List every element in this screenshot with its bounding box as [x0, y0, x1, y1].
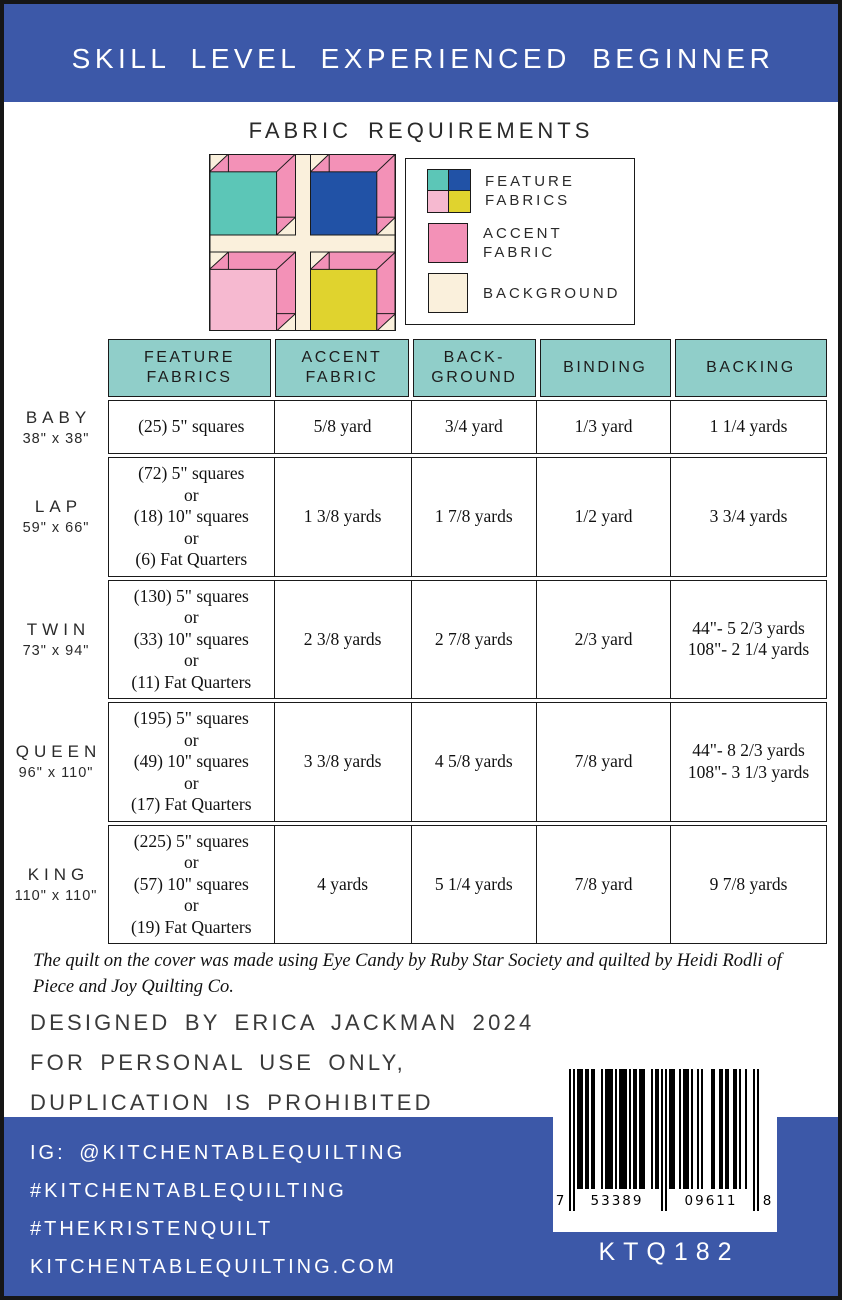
binding-cell: 7/8 yard	[537, 826, 671, 944]
fabric-requirements-table	[4, 339, 827, 947]
size-label	[4, 400, 108, 454]
legend-label: BACKGROUND	[483, 284, 621, 302]
header-spacer	[4, 339, 108, 397]
column-header: BINDING	[540, 339, 671, 397]
skill-level-title: SKILL LEVEL EXPERIENCED BEGINNER	[71, 43, 775, 74]
barcode	[553, 1059, 777, 1232]
accent-fabric-cell: 5/8 yard	[275, 401, 412, 453]
size-dimensions: 110" x 110"	[14, 887, 98, 904]
skill-level-banner	[4, 4, 838, 102]
table-row-box	[108, 825, 827, 945]
accent-fabric-cell: 4 yards	[275, 826, 412, 944]
feature-fabrics-cell: (130) 5" squares or (33) 10" squares or (11) Fat Quarters	[109, 581, 275, 699]
feature-fabrics-cell: (25) 5" squares	[109, 401, 275, 453]
backing-cell: 3 3/4 yards	[709, 506, 788, 526]
background-cell: 2 7/8 yards	[412, 581, 537, 699]
size-name: TWIN	[26, 619, 91, 639]
accent-fabric-cell: 2 3/8 yards	[275, 581, 412, 699]
table-row	[4, 457, 827, 577]
table-row	[4, 580, 827, 700]
size-dimensions: 96" x 110"	[18, 765, 94, 782]
background-cell: 1 7/8 yards	[412, 458, 537, 576]
feature-fabrics-cell: (225) 5" squares or (57) 10" squares or (19) Fat Quarters	[109, 826, 275, 944]
footer-hashtag-brand: #KITCHENTABLEQUILTING	[30, 1180, 347, 1202]
swatch-pink	[427, 190, 450, 213]
size-label	[4, 457, 108, 577]
binding-cell: 7/8 yard	[537, 703, 671, 821]
duplication-line: DUPLICATION IS PROHIBITED	[30, 1090, 434, 1115]
size-dimensions: 38" x 38"	[22, 430, 90, 447]
accent-fabric-cell: 3 3/8 yards	[275, 703, 412, 821]
feature-fabrics-cell: (195) 5" squares or (49) 10" squares or (17) Fat Quarters	[109, 703, 275, 821]
column-header: ACCENT FABRIC	[275, 339, 409, 397]
swatch-teal	[427, 169, 450, 192]
legend-item-feature-fabrics	[428, 170, 634, 212]
binding-cell: 1/3 yard	[537, 401, 671, 453]
size-name: QUEEN	[15, 742, 102, 762]
barcode-digit-right: 8	[762, 1193, 774, 1209]
footer-instagram-handle: IG: @KITCHENTABLEQUILTING	[30, 1142, 406, 1164]
size-name: LAP	[34, 497, 83, 517]
binding-cell: 2/3 yard	[537, 581, 671, 699]
backing-cell: 44"- 8 2/3 yards 108"- 3 1/3 yards	[687, 740, 810, 782]
personal-use-line: FOR PERSONAL USE ONLY,	[30, 1050, 406, 1075]
fabric-requirements-title: FABRIC REQUIREMENTS	[248, 118, 594, 143]
barcode-digit-group-2: 09611	[669, 1189, 753, 1211]
background-swatch	[428, 273, 468, 313]
backing-cell: 44"- 5 2/3 yards 108"- 2 1/4 yards	[687, 617, 810, 660]
table-row-box	[108, 580, 827, 700]
size-label	[4, 825, 108, 945]
legend-label: FEATURE FABRICS	[485, 172, 575, 209]
cover-credit-note: The quilt on the cover was made using Eye Candy by Ruby Star Society and quilted by Heidi Rodli of Piece and Joy Quilting Co.	[33, 951, 782, 997]
table-header-row	[4, 339, 827, 397]
legend-item-background	[428, 273, 634, 313]
size-name: BABY	[25, 407, 92, 427]
swatch-blue	[448, 169, 471, 192]
designer-credit	[30, 1003, 534, 1123]
feature-fabrics-swatch	[428, 170, 470, 212]
column-header: FEATURE FABRICS	[108, 339, 271, 397]
barcode-digit-group-1: 53389	[575, 1189, 659, 1211]
binding-cell: 1/2 yard	[537, 458, 671, 576]
background-cell: 4 5/8 yards	[412, 703, 537, 821]
backing-cell: 1 1/4 yards	[709, 416, 788, 437]
legend-label: ACCENT FABRIC	[483, 224, 563, 261]
size-dimensions: 73" x 94"	[22, 642, 90, 659]
footer-hashtag-pattern: #THEKRISTENQUILT	[30, 1218, 274, 1240]
backing-cell: 9 7/8 yards	[709, 873, 788, 894]
table-row-box	[108, 457, 827, 577]
size-label	[4, 580, 108, 700]
column-header: BACKING	[675, 339, 827, 397]
table-row	[4, 702, 827, 822]
footer-website: KITCHENTABLEQUILTING.COM	[30, 1256, 397, 1278]
table-row-box	[108, 702, 827, 822]
size-label	[4, 702, 108, 822]
size-name: KING	[27, 864, 90, 884]
table-row	[4, 400, 827, 454]
table-row	[4, 825, 827, 945]
quilt-block-diagram	[209, 154, 396, 331]
feature-fabrics-cell: (72) 5" squares or (18) 10" squares or (6) Fat Quarters	[109, 458, 275, 576]
column-header: BACK- GROUND	[413, 339, 536, 397]
background-cell: 3/4 yard	[412, 401, 537, 453]
accent-fabric-cell: 1 3/8 yards	[275, 458, 412, 576]
background-cell: 5 1/4 yards	[412, 826, 537, 944]
sku-code: KTQ182	[598, 1238, 740, 1266]
table-row-box	[108, 400, 827, 454]
designed-by-line: DESIGNED BY ERICA JACKMAN 2024	[30, 1010, 535, 1035]
swatch-yellow	[448, 190, 471, 213]
legend-item-accent-fabric	[428, 223, 634, 263]
size-dimensions: 59" x 66"	[22, 520, 90, 537]
accent-fabric-swatch	[428, 223, 468, 263]
fabric-legend	[405, 158, 635, 325]
barcode-digit-left: 7	[555, 1193, 567, 1209]
